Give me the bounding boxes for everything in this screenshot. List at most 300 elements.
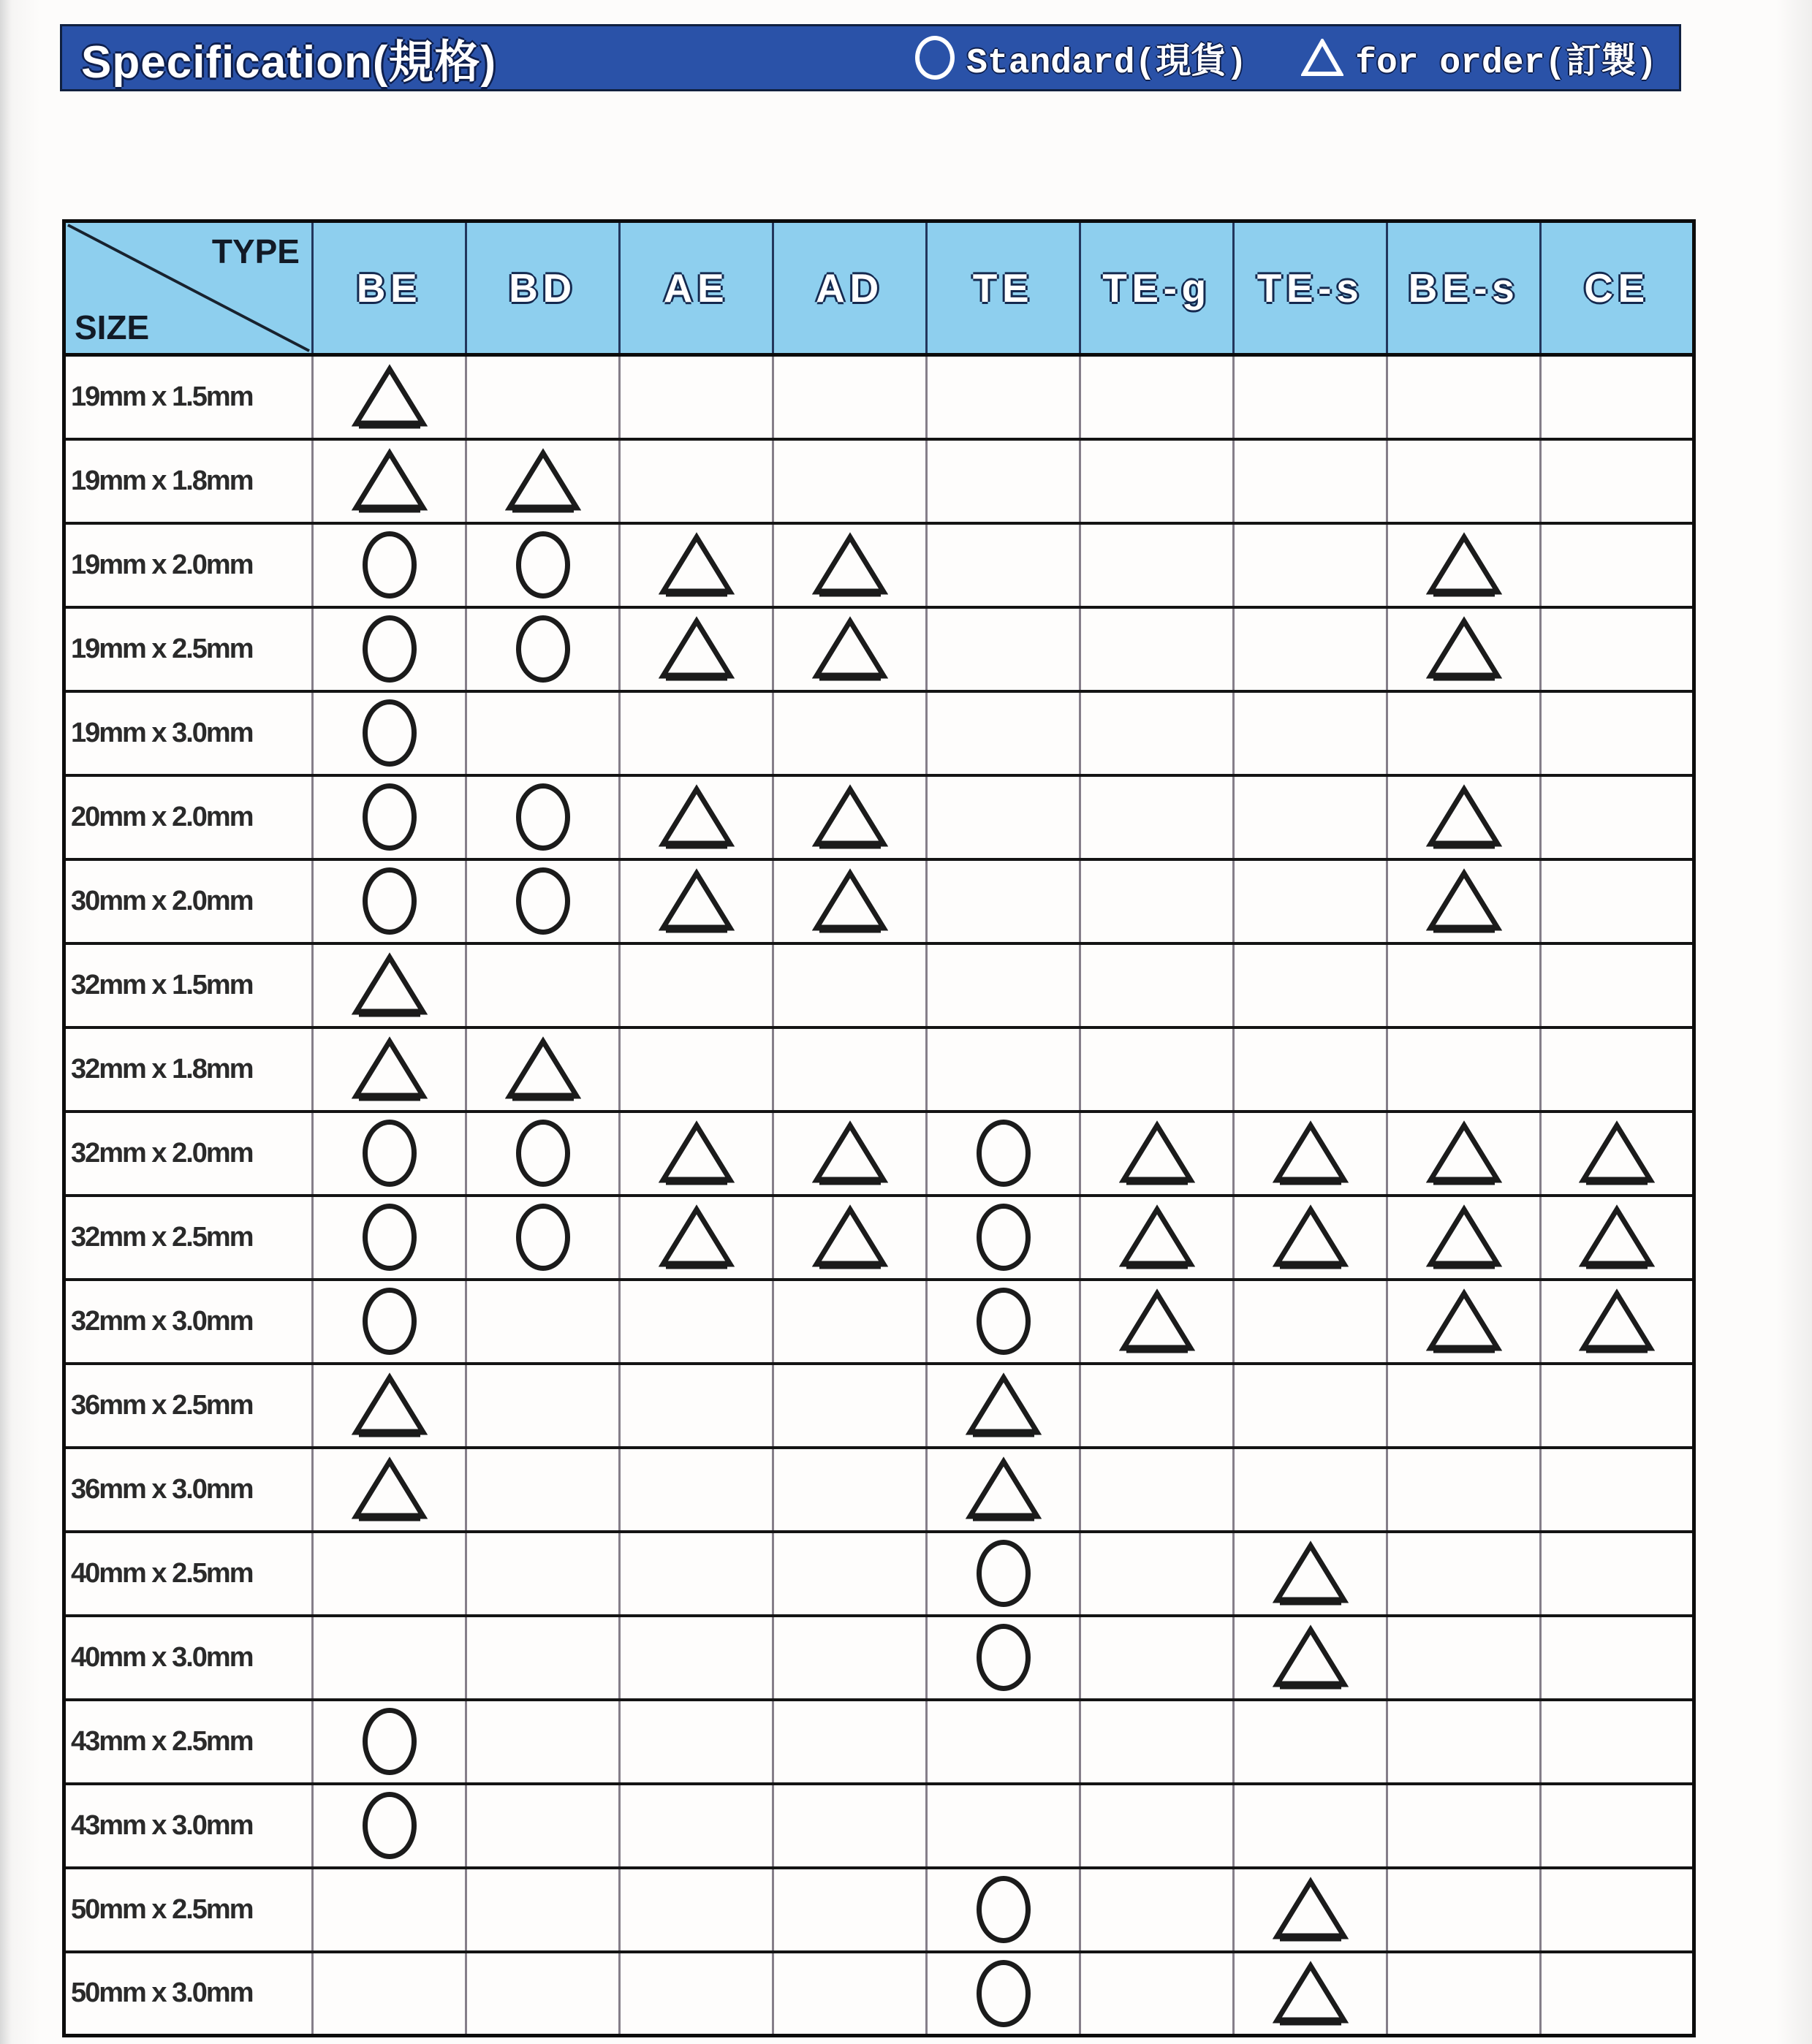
order-triangle-icon: [659, 784, 735, 850]
spec-cell: [1387, 607, 1541, 691]
spec-cell: [1387, 1364, 1541, 1448]
spec-cell: [927, 523, 1080, 607]
spec-cell: [313, 1616, 466, 1700]
size-label: 40mm x 3.0mm: [64, 1616, 313, 1700]
spec-cell: [313, 1700, 466, 1784]
order-triangle-icon: [1273, 1120, 1349, 1186]
spec-cell: [466, 943, 620, 1027]
order-triangle-icon: [1426, 1120, 1502, 1186]
spec-cell: [1080, 1700, 1234, 1784]
spec-cell: [313, 859, 466, 943]
order-triangle-icon: [352, 1372, 428, 1438]
spec-cell: [927, 355, 1080, 439]
standard-circle-icon: [363, 783, 417, 851]
order-triangle-icon: [812, 1120, 888, 1186]
order-triangle-icon: [1426, 784, 1502, 850]
spec-cell: [313, 1364, 466, 1448]
spec-cell: [927, 691, 1080, 775]
spec-cell: [1080, 1532, 1234, 1616]
spec-cell: [313, 1448, 466, 1532]
spec-cell: [1541, 691, 1694, 775]
spec-cell: [927, 859, 1080, 943]
legend-order-label: for order(訂製): [1355, 44, 1657, 83]
spec-cell: [1080, 439, 1234, 523]
spec-cell: [1080, 859, 1234, 943]
spec-cell: [620, 859, 773, 943]
spec-cell: [1234, 775, 1387, 859]
spec-cell: [773, 1280, 927, 1364]
size-label: 36mm x 2.5mm: [64, 1364, 313, 1448]
size-label: 20mm x 2.0mm: [64, 775, 313, 859]
standard-circle-icon: [363, 699, 417, 767]
standard-circle-icon: [977, 1960, 1031, 2027]
order-triangle-icon: [1579, 1204, 1655, 1270]
spec-cell: [1387, 859, 1541, 943]
order-triangle-icon: [812, 868, 888, 934]
spec-cell: [1387, 1784, 1541, 1868]
spec-cell: [1234, 1532, 1387, 1616]
spec-cell: [1541, 1784, 1694, 1868]
size-label: 32mm x 1.5mm: [64, 943, 313, 1027]
spec-cell: [1387, 439, 1541, 523]
standard-circle-icon: [516, 1120, 570, 1187]
spec-cell: [1234, 943, 1387, 1027]
spec-cell: [773, 775, 927, 859]
title-bar: [62, 26, 1679, 89]
order-triangle-icon: [659, 1204, 735, 1270]
spec-cell: [620, 607, 773, 691]
spec-cell: [313, 943, 466, 1027]
spec-cell: [466, 355, 620, 439]
spec-cell: [620, 1700, 773, 1784]
order-triangle-icon: [659, 532, 735, 598]
spec-cell: [1234, 439, 1387, 523]
spec-cell: [1387, 1952, 1541, 2036]
size-label: 19mm x 1.5mm: [64, 355, 313, 439]
spec-cell: [773, 1616, 927, 1700]
order-triangle-icon: [1273, 1877, 1349, 1942]
standard-circle-icon: [363, 1708, 417, 1775]
spec-cell: [1080, 1448, 1234, 1532]
spec-cell: [1541, 523, 1694, 607]
order-triangle-icon: [1119, 1204, 1195, 1270]
spec-cell: [1080, 1868, 1234, 1952]
spec-cell: [1541, 439, 1694, 523]
spec-cell: [1541, 1364, 1694, 1448]
spec-cell: [466, 607, 620, 691]
spec-cell: [1541, 1112, 1694, 1196]
spec-cell: [466, 691, 620, 775]
spec-cell: [927, 1784, 1080, 1868]
corner-size-label: SIZE: [75, 308, 150, 346]
spec-cell: [466, 1616, 620, 1700]
spec-cell: [313, 775, 466, 859]
spec-cell: [1234, 859, 1387, 943]
spec-cell: [1387, 1448, 1541, 1532]
table-row: [64, 1196, 1694, 1280]
spec-cell: [620, 691, 773, 775]
spec-cell: [1234, 1364, 1387, 1448]
corner-type-label: TYPE: [211, 232, 300, 270]
spec-cell: [927, 1364, 1080, 1448]
spec-cell: [620, 1112, 773, 1196]
legend-standard: [915, 32, 1247, 83]
size-label: 30mm x 2.0mm: [64, 859, 313, 943]
column-header-BE-s: BE-s: [1387, 221, 1541, 355]
spec-cell: [466, 1280, 620, 1364]
table-row: [64, 1448, 1694, 1532]
standard-circle-icon: [977, 1288, 1031, 1355]
order-triangle-icon: [1426, 868, 1502, 934]
spec-cell: [466, 775, 620, 859]
spec-cell: [927, 1280, 1080, 1364]
table-row: [64, 1280, 1694, 1364]
spec-cell: [773, 1784, 927, 1868]
size-label: 19mm x 1.8mm: [64, 439, 313, 523]
spec-cell: [927, 1112, 1080, 1196]
spec-cell: [1234, 1952, 1387, 2036]
order-triangle-icon: [1426, 1204, 1502, 1270]
column-header-TE-g: TE-g: [1080, 221, 1234, 355]
spec-cell: [313, 1196, 466, 1280]
size-label: 19mm x 2.5mm: [64, 607, 313, 691]
order-triangle-icon: [1273, 1204, 1349, 1270]
order-triangle-icon: [659, 616, 735, 682]
order-triangle-icon: [812, 1204, 888, 1270]
spec-cell: [1541, 1532, 1694, 1616]
order-triangle-icon: [1119, 1288, 1195, 1354]
spec-cell: [466, 1196, 620, 1280]
order-triangle-icon: [1301, 39, 1343, 77]
spec-cell: [1387, 943, 1541, 1027]
spec-cell: [1080, 523, 1234, 607]
spec-cell: [1234, 523, 1387, 607]
spec-cell: [1387, 1616, 1541, 1700]
spec-cell: [1234, 1868, 1387, 1952]
spec-cell: [620, 355, 773, 439]
table-row: [64, 1112, 1694, 1196]
spec-cell: [1541, 1616, 1694, 1700]
spec-cell: [1541, 355, 1694, 439]
spec-cell: [1387, 1532, 1541, 1616]
spec-cell: [1234, 355, 1387, 439]
spec-cell: [1080, 1784, 1234, 1868]
spec-cell: [1387, 775, 1541, 859]
spec-cell: [773, 1448, 927, 1532]
spec-cell: [313, 1112, 466, 1196]
spec-cell: [620, 1364, 773, 1448]
spec-cell: [620, 439, 773, 523]
spec-cell: [620, 523, 773, 607]
spec-cell: [1234, 1448, 1387, 1532]
spec-cell: [1234, 1700, 1387, 1784]
standard-circle-icon: [363, 531, 417, 599]
spec-cell: [1387, 355, 1541, 439]
order-triangle-icon: [1273, 1625, 1349, 1690]
order-triangle-icon: [966, 1456, 1042, 1522]
spec-cell: [773, 1700, 927, 1784]
spec-cell: [466, 1868, 620, 1952]
spec-cell: [773, 1364, 927, 1448]
table-row: [64, 1532, 1694, 1616]
spec-cell: [313, 1952, 466, 2036]
column-header-BD: BD: [466, 221, 620, 355]
column-header-TE-s: TE-s: [1234, 221, 1387, 355]
standard-circle-icon: [363, 1792, 417, 1859]
order-triangle-icon: [352, 1456, 428, 1522]
spec-cell: [927, 1532, 1080, 1616]
table-row: [64, 355, 1694, 439]
column-header-AD: AD: [773, 221, 927, 355]
spec-cell: [927, 1952, 1080, 2036]
spec-cell: [1080, 607, 1234, 691]
spec-cell: [1541, 1448, 1694, 1532]
spec-cell: [313, 691, 466, 775]
standard-circle-icon: [363, 867, 417, 935]
order-triangle-icon: [812, 784, 888, 850]
spec-cell: [466, 1364, 620, 1448]
spec-cell: [1234, 691, 1387, 775]
table-row: [64, 1364, 1694, 1448]
standard-circle-icon: [516, 615, 570, 683]
legend-standard-label: Standard(現貨): [966, 44, 1248, 83]
standard-circle-icon: [915, 36, 955, 80]
spec-cell: [1541, 1196, 1694, 1280]
order-triangle-icon: [1579, 1288, 1655, 1354]
spec-cell: [466, 859, 620, 943]
spec-cell: [773, 439, 927, 523]
spec-cell: [1234, 1112, 1387, 1196]
spec-cell: [466, 523, 620, 607]
spec-cell: [620, 1196, 773, 1280]
order-triangle-icon: [659, 1120, 735, 1186]
spec-cell: [313, 355, 466, 439]
spec-cell: [1541, 859, 1694, 943]
table-row: [64, 1784, 1694, 1868]
table-row: [64, 943, 1694, 1027]
spec-cell: [1541, 1280, 1694, 1364]
spec-cell: [1387, 523, 1541, 607]
spec-cell: [466, 439, 620, 523]
order-triangle-icon: [966, 1372, 1042, 1438]
spec-cell: [773, 607, 927, 691]
legend: [915, 32, 1679, 83]
spec-cell: [1387, 1196, 1541, 1280]
standard-circle-icon: [363, 1204, 417, 1271]
spec-cell: [1234, 1784, 1387, 1868]
spec-cell: [620, 1868, 773, 1952]
order-triangle-icon: [812, 616, 888, 682]
spec-cell: [773, 1532, 927, 1616]
order-triangle-icon: [812, 532, 888, 598]
order-triangle-icon: [1119, 1120, 1195, 1186]
order-triangle-icon: [1426, 616, 1502, 682]
spec-cell: [1541, 1952, 1694, 2036]
spec-cell: [466, 1532, 620, 1616]
spec-cell: [927, 1616, 1080, 1700]
column-header-BE: BE: [313, 221, 466, 355]
table-row: [64, 523, 1694, 607]
spec-cell: [1541, 943, 1694, 1027]
size-label: 50mm x 2.5mm: [64, 1868, 313, 1952]
spec-cell: [620, 1952, 773, 2036]
spec-cell: [1080, 691, 1234, 775]
spec-cell: [1387, 1112, 1541, 1196]
spec-cell: [927, 1700, 1080, 1784]
standard-circle-icon: [363, 1120, 417, 1187]
spec-cell: [313, 523, 466, 607]
spec-cell: [1080, 1027, 1234, 1112]
spec-cell: [313, 1532, 466, 1616]
legend-order: [1301, 32, 1657, 83]
spec-cell: [620, 943, 773, 1027]
table-row: [64, 1700, 1694, 1784]
spec-cell: [1387, 1027, 1541, 1112]
standard-circle-icon: [516, 867, 570, 935]
spec-cell: [927, 607, 1080, 691]
spec-cell: [1541, 1027, 1694, 1112]
spec-cell: [466, 1700, 620, 1784]
specification-table: [62, 219, 1696, 2037]
spec-cell: [313, 1784, 466, 1868]
spec-cell: [313, 1280, 466, 1364]
standard-circle-icon: [363, 1288, 417, 1355]
size-label: 43mm x 3.0mm: [64, 1784, 313, 1868]
spec-cell: [1234, 1616, 1387, 1700]
spec-cell: [1234, 607, 1387, 691]
table-row: [64, 607, 1694, 691]
spec-cell: [1541, 607, 1694, 691]
column-header-CE: CE: [1541, 221, 1694, 355]
corner-cell: [64, 221, 313, 355]
table-row: [64, 691, 1694, 775]
page-title: Specification(規格): [81, 37, 497, 88]
spec-cell: [1080, 1364, 1234, 1448]
table-row: [64, 439, 1694, 523]
spec-cell: [1080, 1280, 1234, 1364]
spec-cell: [927, 1027, 1080, 1112]
spec-cell: [466, 1112, 620, 1196]
size-label: 40mm x 2.5mm: [64, 1532, 313, 1616]
spec-cell: [927, 439, 1080, 523]
spec-cell: [773, 691, 927, 775]
spec-cell: [1387, 1868, 1541, 1952]
spec-cell: [1234, 1027, 1387, 1112]
standard-circle-icon: [977, 1540, 1031, 1607]
order-triangle-icon: [659, 868, 735, 934]
order-triangle-icon: [1579, 1120, 1655, 1186]
size-label: 43mm x 2.5mm: [64, 1700, 313, 1784]
table-header-row: [64, 221, 1694, 355]
spec-cell: [466, 1448, 620, 1532]
spec-cell: [313, 607, 466, 691]
spec-cell: [1080, 943, 1234, 1027]
column-header-TE: TE: [927, 221, 1080, 355]
spec-cell: [773, 1952, 927, 2036]
spec-cell: [1080, 1196, 1234, 1280]
spec-cell: [927, 1868, 1080, 1952]
order-triangle-icon: [352, 1036, 428, 1102]
order-triangle-icon: [1426, 532, 1502, 598]
size-label: 36mm x 3.0mm: [64, 1448, 313, 1532]
standard-circle-icon: [977, 1204, 1031, 1271]
order-triangle-icon: [1273, 1961, 1349, 2026]
spec-cell: [620, 1616, 773, 1700]
size-label: 32mm x 3.0mm: [64, 1280, 313, 1364]
size-label: 32mm x 1.8mm: [64, 1027, 313, 1112]
spec-cell: [466, 1784, 620, 1868]
size-label: 32mm x 2.0mm: [64, 1112, 313, 1196]
standard-circle-icon: [363, 615, 417, 683]
standard-circle-icon: [516, 783, 570, 851]
table-row: [64, 1616, 1694, 1700]
standard-circle-icon: [516, 531, 570, 599]
size-label: 50mm x 3.0mm: [64, 1952, 313, 2036]
spec-cell: [773, 859, 927, 943]
order-triangle-icon: [1273, 1540, 1349, 1606]
spec-cell: [620, 1280, 773, 1364]
table-row: [64, 1027, 1694, 1112]
size-label: 19mm x 2.0mm: [64, 523, 313, 607]
spec-cell: [773, 523, 927, 607]
spec-cell: [773, 1027, 927, 1112]
spec-cell: [927, 1448, 1080, 1532]
table-row: [64, 1868, 1694, 1952]
spec-cell: [773, 1196, 927, 1280]
spec-cell: [620, 1532, 773, 1616]
order-triangle-icon: [505, 1036, 581, 1102]
standard-circle-icon: [516, 1204, 570, 1271]
spec-cell: [313, 1027, 466, 1112]
spec-cell: [620, 775, 773, 859]
spec-cell: [1080, 775, 1234, 859]
column-header-AE: AE: [620, 221, 773, 355]
table-row: [64, 1952, 1694, 2036]
order-triangle-icon: [352, 448, 428, 514]
spec-cell: [1387, 1280, 1541, 1364]
spec-cell: [1387, 691, 1541, 775]
table-row: [64, 859, 1694, 943]
table-row: [64, 775, 1694, 859]
spec-cell: [927, 1196, 1080, 1280]
spec-cell: [1080, 355, 1234, 439]
spec-cell: [1541, 775, 1694, 859]
spec-cell: [313, 1868, 466, 1952]
spec-cell: [1080, 1616, 1234, 1700]
standard-circle-icon: [977, 1120, 1031, 1187]
standard-circle-icon: [977, 1876, 1031, 1943]
spec-cell: [620, 1027, 773, 1112]
spec-cell: [620, 1784, 773, 1868]
spec-cell: [466, 1952, 620, 2036]
order-triangle-icon: [505, 448, 581, 514]
spec-cell: [773, 1868, 927, 1952]
order-triangle-icon: [1426, 1288, 1502, 1354]
size-label: 19mm x 3.0mm: [64, 691, 313, 775]
spec-cell: [773, 943, 927, 1027]
spec-cell: [1234, 1280, 1387, 1364]
spec-cell: [620, 1448, 773, 1532]
spec-cell: [313, 439, 466, 523]
order-triangle-icon: [352, 952, 428, 1018]
spec-cell: [1080, 1952, 1234, 2036]
spec-cell: [1387, 1700, 1541, 1784]
spec-cell: [1234, 1196, 1387, 1280]
spec-cell: [773, 355, 927, 439]
spec-cell: [1541, 1700, 1694, 1784]
spec-cell: [927, 775, 1080, 859]
size-label: 32mm x 2.5mm: [64, 1196, 313, 1280]
